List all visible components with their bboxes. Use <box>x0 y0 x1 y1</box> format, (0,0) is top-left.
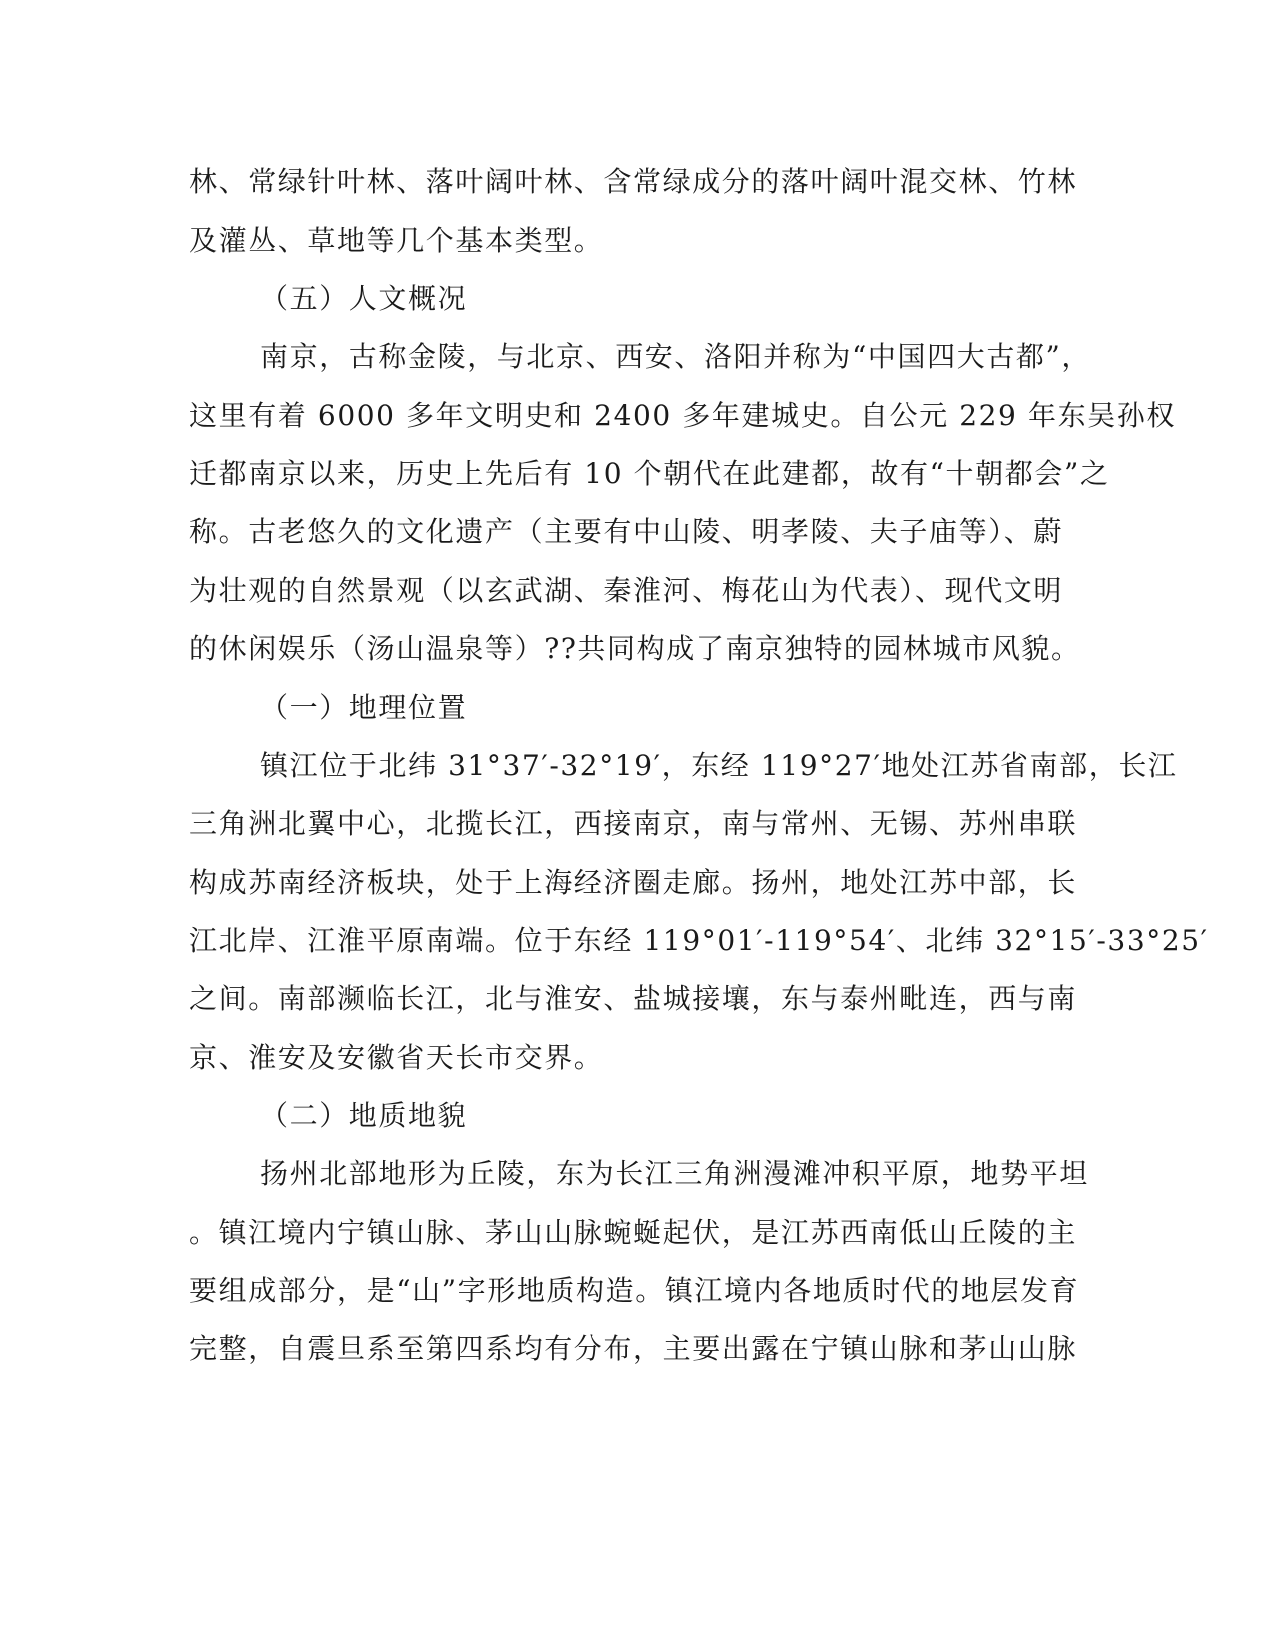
text-line: 为壮观的自然景观（以玄武湖、秦淮河、梅花山为代表）、现代文明 <box>189 574 1064 607</box>
text-line: 这里有着 6000 多年文明史和 2400 多年建城史。自公元 229 年东吴孙权 <box>189 399 1176 432</box>
section-heading: （一）地理位置 <box>260 691 468 724</box>
text-line: 完整，自震旦系至第四系均有分布，主要出露在宁镇山脉和茅山山脉 <box>189 1332 1078 1365</box>
text-line: 要组成部分，是“山”字形地质构造。镇江境内各地质时代的地层发育 <box>189 1274 1080 1307</box>
section-heading: （五）人文概况 <box>260 282 468 315</box>
text-line: 镇江位于北纬 31°37′-32°19′，东经 119°27′地处江苏省南部，长江 <box>260 749 1178 782</box>
text-line: 江北岸、江淮平原南端。位于东经 119°01′-119°54′、北纬 32°15′-33°25′ <box>189 924 1209 957</box>
text-line: 的休闲娱乐（汤山温泉等）??共同构成了南京独特的园林城市风貌。 <box>189 632 1081 665</box>
text-line: 扬州北部地形为丘陵，东为长江三角洲漫滩冲积平原，地势平坦 <box>260 1157 1089 1190</box>
text-line: 。镇江境内宁镇山脉、茅山山脉蜿蜒起伏，是江苏西南低山丘陵的主 <box>189 1216 1078 1249</box>
text-line: 京、淮安及安徽省天长市交界。 <box>189 1041 604 1074</box>
text-line: 及灌丛、草地等几个基本类型。 <box>189 224 604 257</box>
text-line: 构成苏南经济板块，处于上海经济圈走廊。扬州，地处江苏中部，长 <box>189 866 1078 899</box>
text-line: 三角洲北翼中心，北揽长江，西接南京，南与常州、无锡、苏州串联 <box>189 807 1078 840</box>
text-line: 迁都南京以来，历史上先后有 10 个朝代在此建都，故有“十朝都会”之 <box>189 457 1110 490</box>
text-line: 南京，古称金陵，与北京、西安、洛阳并称为“中国四大古都”， <box>260 340 1092 373</box>
text-line: 称。古老悠久的文化遗产（主要有中山陵、明孝陵、夫子庙等）、蔚 <box>189 515 1064 548</box>
text-line: 之间。南部濒临长江，北与淮安、盐城接壤，东与泰州毗连，西与南 <box>189 982 1078 1015</box>
text-line: 林、常绿针叶林、落叶阔叶林、含常绿成分的落叶阔叶混交林、竹林 <box>189 165 1078 198</box>
section-heading: （二）地质地貌 <box>260 1099 468 1132</box>
